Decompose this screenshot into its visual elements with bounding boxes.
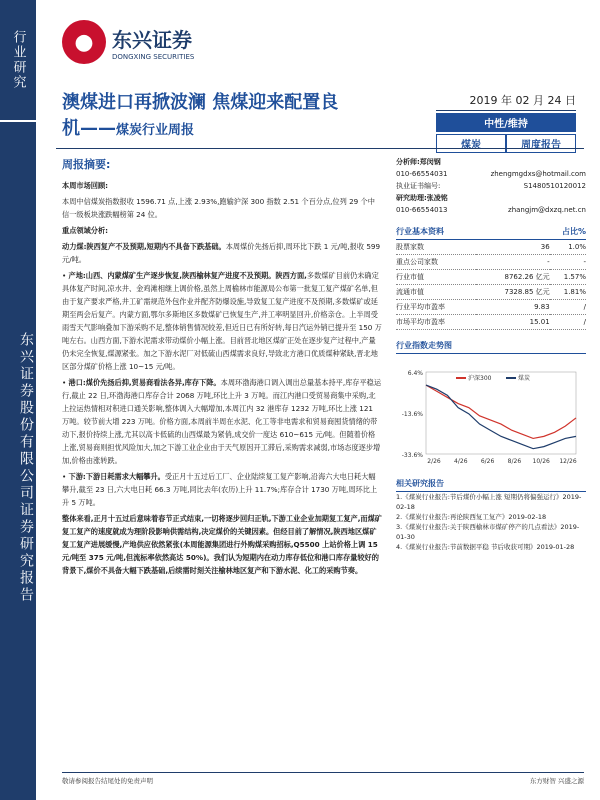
cert-number: S1480510120012 (523, 182, 586, 190)
y-tick-label: -13.6% (401, 411, 423, 418)
header-divider (56, 148, 584, 149)
report-date: 2019 年 02 月 24 日 (436, 92, 576, 111)
title-subtitle: 煤炭行业周报 (116, 123, 195, 138)
production-text: 多数煤矿目前仍未确定具体复产时间,凉水井、金鸡滩相继上调价格,虽然上周榆林市能源局公布第一批复工复产煤矿名单,但由于复产要求严格,井工矿需规范外包作业并配齐防爆设施,导致复工复产进度不及预期,多数煤矿或延期至两会后复产。内蒙方面,鄂尔多斯地区多数煤矿已恢复生产,并工率明显回升,价格亲仓。上半周受雨雪天气影响叠加下游采购不足,整体销售情况较差,但近日已有所好转,每日汽运外销已提升至 150 万吨左右。山西方面,下游水泥需求带动煤价小幅上涨。目前晋北地区煤矿正处在逐步复产过程中,产量仍未完全恢复,煤源紧张。加之下游水泥厂对低硫山西煤需求良好,导致北方港口优质煤种紧缺,晋北地区部分煤矿价格上涨 10~15 元/吨。 (62, 271, 382, 371)
port-text: 本周环渤海港口调入调出总量基本持平,库存平稳运行,截止 22 日,环渤海港口库存合计 2068 万吨,环比上升 3 万吨。而江内港口受贸易商集中采购,北上拉运热情相对积进口通关影响,整体调入大幅增加,本周江内 32 港库存 1232 万吨,环比上涨 121 万吨。较节前大增 223 万吨。价格方面,本周前半周在水泥、化工等非电需求和贸易商囤货情绪的带动下,报价持续上涨,尤其以高卡低硫的山西煤最为紧俏,成交价一度达 610~615 元/吨。但随着价格上涨,贸易商则担忧风险加大,加之下游工业企业由于天气原因开工滞后,采购需求减弱,市场态度逐步增加,价格由涨转跌。 (62, 378, 382, 465)
industry-row (396, 255, 586, 270)
category-label: 行业研究 (0, 0, 36, 120)
footer-slogan: 东方财智 兴盛之源 (529, 777, 584, 785)
logo-cn: 东兴证券 (112, 27, 192, 52)
production-lead: 产地:山西、内蒙煤矿生产逐步恢复,陕西榆林复产进度不及预期。陕西方面, (68, 271, 307, 280)
series-line-0 (426, 385, 576, 438)
related-reports-title: 相关研究报告 (396, 479, 444, 488)
industry-cell-name: 流通市值 (396, 285, 476, 300)
industry-cell-value: 36 (476, 240, 550, 255)
power-coal-lead: 动力煤:陕西复产不及预期,短期内不具备下跌基础。 (62, 242, 226, 251)
analyst-email: zhengmgdxs@hotmail.com (490, 170, 586, 178)
report-title (62, 90, 402, 144)
legend-label-1: 煤炭 (518, 375, 531, 382)
industry-cell-name: 重点公司家数 (396, 255, 476, 270)
downstream-lead: 下游:下游日耗需求大幅攀升。 (68, 472, 165, 481)
assistant-phone: 010-66554013 (396, 206, 448, 214)
analyst-block (396, 156, 586, 216)
chart-frame (426, 372, 576, 454)
title-line1: 澳煤进口再掀波澜 焦煤迎来配置良 (62, 92, 339, 113)
related-reports-head (396, 476, 586, 492)
x-tick-label: 6/26 (480, 458, 495, 465)
industry-row (396, 315, 586, 330)
downstream-text: 受正月十五过后工厂、企业陆续复工复产影响,沿海六大电日耗大幅攀升,截至 23 日,六大电日耗 66.3 万吨,同比去年(农历)上升 11.7%;库存合计 1730 万吨,周环比上升 5 万吨。 (62, 472, 378, 507)
industry-cell-pct: / (550, 300, 586, 315)
industry-cell-pct: / (550, 315, 586, 330)
legend-label-0: 沪深300 (468, 375, 492, 382)
footer-disclaimer: 敬请参阅报告结尾处的免责声明 (62, 777, 153, 785)
industry-row (396, 270, 586, 285)
chart-title (396, 338, 586, 354)
related-reports: 1.《煤炭行业报告:节后煤价小幅上涨 短期仍将偏强运行》2019-02-18 2.《煤炭行业报告:再论陕西复工复产》2019-02-18 3.《煤炭行业报告:关于陕西榆林市煤矿停产的几点看法》2019-01-30 4.《煤炭行业报告:节前数据平稳 节后收获可期》2019-01-28 (396, 493, 582, 551)
industry-row (396, 300, 586, 315)
port-lead: 港口:煤价先扬后抑,贸易商看法各异,库存下降。 (68, 378, 221, 387)
y-tick-label: 6.4% (407, 370, 423, 377)
analyst-phone: 010-66554031 (396, 170, 448, 178)
industry-table (396, 240, 586, 330)
logo (62, 20, 194, 64)
logo-en: DONGXING SECURITIES (112, 52, 195, 61)
industry-head-label: 行业基本资料 (396, 227, 444, 236)
title-line2-prefix: 机—— (62, 118, 116, 139)
industry-table-head (396, 224, 586, 240)
chart-title-text: 行业指数走势图 (396, 341, 452, 350)
market-label: 本周市场回顾: (62, 181, 108, 190)
company-label: 东兴证券股份有限公司证券研究报告 (0, 122, 36, 800)
tag-industry: 煤炭 (436, 134, 506, 153)
industry-cell-value: 7328.85 亿元 (476, 285, 550, 300)
x-tick-label: 2/26 (427, 458, 441, 465)
x-tick-label: 4/26 (454, 458, 468, 465)
footer (62, 772, 584, 785)
summary-body: 本周市场回顾: 本周中信煤炭指数报收 1596.71 点,上涨 2.93%,跑输沪深 300 指数 2.51 个百分点,位列 29 个中信一级板块涨跌幅榜第 24 位。 重点领域分析: 动力煤:陕西复产不及预期,短期内不具备下跌基础。本周煤价先扬后抑,周环比下跌 1 元/吨,报收 599 元/吨。 • 产地:山西、内蒙煤矿生产逐步恢复,陕西榆林复产进度不及预期。陕西方面,多数煤矿目前仍未确定具体复产时间,凉水井、金鸡滩相继上调价格,虽然上周榆林市能源局公布第一批复工复产煤矿名单,但由于复产要求严格,井工矿需规范外包作业并配齐防爆设施,导致复工复产进度不及预期,多数煤矿或延期至两会后复产。内蒙方面,鄂尔多斯地区多数煤矿已恢复生产,并工率明显回升,价格亲仓。上半周受雨雪天气影响叠加下游采购不足,整体销售情况较差,但近日已有所好转,每日汽运外销已提升至 150 万吨左右。山西方面,下游水泥需求带动煤价小幅上涨。目前晋北地区煤矿正处在逐步复产过程中,产量仍未完全恢复,煤源紧张。加之下游水泥厂对低硫山西煤需求良好,导致北方港口优质煤种紧缺,晋北地区部分煤矿价格上涨 10~15 元/吨。 • 港口:煤价先扬后抑,贸易商看法各异,库存下降。本周环渤海港口调入调出总量基本持平,库存平稳运行,截止 22 日,环渤海港口库存合计 2068 万吨,环比上升 3 万吨。而江内港口受贸易商集中采购,北上拉运热情相对积进口通关影响,整体调入大幅增加,本周江内 32 港库存 1232 万吨,环比上涨 121 万吨。较节前大增 223 万吨。价格方面,本周前半周在水泥、化工等非电需求和贸易商囤货情绪的带动下,报价持续上涨,尤其以高卡低硫的山西煤最为紧俏,成交价一度达 610~615 元/吨。但随着价格上涨,贸易商则担忧风险加大,加之下游工业企业由于天气原因开工滞后,采购需求减弱,市场态度逐步增加,价格由涨转跌。 • 下游:下游日耗需求大幅攀升。受正月十五过后工厂、企业陆续复工复产影响,沿海六大电日耗大幅攀升,截至 23 日,六大电日耗 66.3 万吨,同比去年(农历)上升 11.7%;库存合计 1730 万吨,周环比上升 5 万吨。 整体来看,正月十五过后意味着春节正式结束,一切将逐步回归正轨,下游工业企业加期复工复产,而煤矿复工复产的速度就成为理阶段影响供需结构,决定煤价的关键因素。但经目前了解情况,陕西地区煤矿复工复产进展缓慢,产地供应依然紧张(本周能源集团进行外购煤采购招标,Q5500 上站价格上调 15 元/吨至 375 元/吨,但流标率依然高达 50%)。我们认为短期内在动力库存低位和港口库存量较好的背景下,煤价不具备大幅下跌基础,后续需时刻关注榆林地区复产和下游水泥、化工的采购节奏。 (62, 181, 382, 575)
industry-cell-name: 行业市值 (396, 270, 476, 285)
industry-cell-value: - (476, 255, 550, 270)
rating-badge: 中性/维持 (436, 113, 576, 132)
logo-icon: ● (62, 20, 106, 64)
x-tick-label: 10/26 (532, 458, 550, 465)
industry-head-pct: 占比% (561, 227, 586, 236)
series-line-1 (426, 385, 576, 449)
industry-row (396, 240, 586, 255)
industry-cell-pct: 1.57% (550, 270, 586, 285)
x-tick-label: 12/26 (559, 458, 577, 465)
industry-cell-pct: 1.81% (550, 285, 586, 300)
y-tick-label: -33.6% (401, 452, 423, 459)
assistant-email: zhangjm@dxzq.net.cn (508, 206, 586, 214)
industry-cell-value: 8762.26 亿元 (476, 270, 550, 285)
sidebar-right (396, 156, 586, 552)
assistant-name: 研究助理:张凌铭 (396, 194, 448, 202)
analyst-name: 分析师:郑闵钢 (396, 158, 441, 166)
x-tick-label: 8/26 (507, 458, 522, 465)
industry-cell-name: 行业平均市盈率 (396, 300, 476, 315)
market-text: 本周中信煤炭指数报收 1596.71 点,上涨 2.93%,跑输沪深 300 指数 2.51 个百分点,位列 29 个中信一级板块涨跌幅榜第 24 位。 (62, 197, 375, 219)
industry-cell-pct: - (550, 255, 586, 270)
industry-cell-name: 股票家数 (396, 240, 476, 255)
cert-label: 执业证书编号: (396, 182, 441, 190)
industry-cell-value: 15.01 (476, 315, 550, 330)
power-coal-text: 本周煤价先扬后抑,周环比下跌 1 元/吨,报收 599 元/吨。 (62, 242, 381, 264)
focus-label: 重点领域分析: (62, 226, 108, 235)
industry-row (396, 285, 586, 300)
industry-cell-pct: 1.0% (550, 240, 586, 255)
summary-title: 周报摘要: (62, 158, 111, 171)
industry-cell-name: 市场平均市盈率 (396, 315, 476, 330)
index-chart (396, 358, 586, 468)
overall-text: 整体来看,正月十五过后意味着春节正式结束,一切将逐步回归正轨,下游工业企业加期复工复产,而煤矿复工复产的速度就成为理阶段影响供需结构,决定煤价的关键因素。但经目前了解情况,陕西地区煤矿复工复产进展缓慢,产地供应依然紧张(本周能源集团进行外购煤采购招标,Q5500 上站价格上调 15 元/吨至 375 元/吨,但流标率依然高达 50%)。我们认为短期内在动力库存低位和港口库存量较好的背景下,煤价不具备大幅下跌基础,后续需时刻关注榆林地区复产和下游水泥、化工的采购节奏。 (62, 514, 382, 575)
tag-frequency: 周度报告 (506, 134, 576, 153)
industry-cell-value: 9.83 (476, 300, 550, 315)
date-rating-box (436, 92, 576, 153)
